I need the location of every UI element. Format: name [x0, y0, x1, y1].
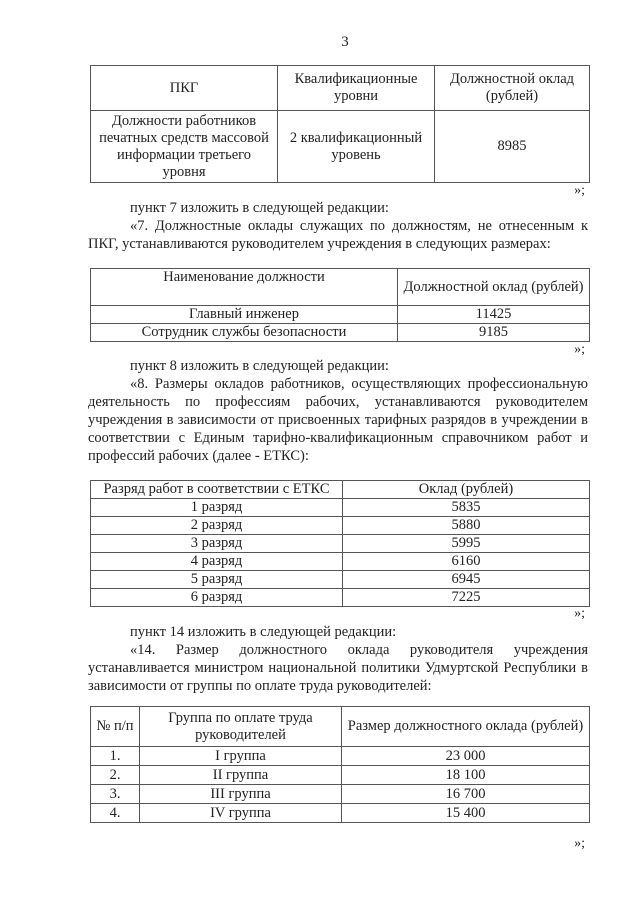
table-row	[91, 306, 590, 324]
table-row	[91, 499, 590, 517]
table-cell: 9185	[398, 324, 590, 342]
table-cell: I группа	[140, 747, 342, 766]
table-header: № п/п	[91, 707, 140, 747]
table-row	[91, 553, 590, 571]
table-cell: 5835	[343, 499, 590, 517]
table-header: Квалификационные уровни	[278, 66, 435, 111]
table-cell: 16 700	[342, 785, 590, 804]
table-row	[91, 324, 590, 342]
paragraph: «8. Размеры окладов работников, осуществляющих профессиональную деятельность по профессиям рабочих, устанавливаются руководителем учреждения в зависимости от присвоенных тарифных разрядов в учреждении в соответствии с Единым тарифно-квалификационным справочником работ и профессий рабочих (далее - ЕТКС):	[88, 376, 588, 464]
etks-salary-table	[90, 480, 590, 607]
table-cell: II группа	[140, 766, 342, 785]
table-cell: Главный инженер	[91, 306, 398, 324]
paragraph-intro: пункт 14 изложить в следующей редакции:	[130, 624, 397, 640]
paragraph: «14. Размер должностного оклада руководителя учреждения устанавливается министром национальной политики Удмуртской Республики в зависимости от группы по оплате труда руководителей:	[88, 642, 588, 694]
table-header: Должностной оклад (рублей)	[398, 269, 590, 306]
close-quote: »;	[574, 836, 585, 851]
table-cell: 2.	[91, 766, 140, 785]
table-cell: 3 разряд	[91, 535, 343, 553]
table-cell: 6 разряд	[91, 589, 343, 607]
table-cell: 7225	[343, 589, 590, 607]
table-row	[91, 571, 590, 589]
paragraph-intro: пункт 7 изложить в следующей редакции:	[130, 200, 389, 216]
table-cell: 18 100	[342, 766, 590, 785]
close-quote: »;	[574, 342, 585, 357]
table-cell: 23 000	[342, 747, 590, 766]
manager-salary-table	[90, 706, 590, 823]
table-row	[91, 517, 590, 535]
table-cell: 3.	[91, 785, 140, 804]
close-quote: »;	[574, 183, 585, 198]
table-header: Размер должностного оклада (рублей)	[342, 707, 590, 747]
table-row	[91, 804, 590, 823]
table-cell: 2 разряд	[91, 517, 343, 535]
table-row	[91, 766, 590, 785]
table-cell: 6945	[343, 571, 590, 589]
table-row	[91, 111, 590, 183]
table-cell: III группа	[140, 785, 342, 804]
table-header: Группа по оплате труда руководителей	[140, 707, 342, 747]
table-cell: 4.	[91, 804, 140, 823]
table-cell: 1 разряд	[91, 499, 343, 517]
table-header: Разряд работ в соответствии с ЕТКС	[91, 481, 343, 499]
page-number: 3	[341, 34, 349, 50]
table-cell: 11425	[398, 306, 590, 324]
table-header: Оклад (рублей)	[343, 481, 590, 499]
table-cell: 5995	[343, 535, 590, 553]
table-row	[91, 785, 590, 804]
positions-salary-table	[90, 268, 590, 342]
close-quote: »;	[574, 606, 585, 621]
pkg-salary-table	[90, 65, 590, 183]
table-cell: 5880	[343, 517, 590, 535]
table-cell: 4 разряд	[91, 553, 343, 571]
table-cell: 6160	[343, 553, 590, 571]
table-header: Должностной оклад (рублей)	[435, 66, 590, 111]
paragraph-intro: пункт 8 изложить в следующей редакции:	[130, 358, 389, 374]
table-row	[91, 747, 590, 766]
table-cell: Сотрудник службы безопасности	[91, 324, 398, 342]
table-cell: 5 разряд	[91, 571, 343, 589]
table-cell: 8985	[435, 111, 590, 183]
table-header: Наименование должности	[91, 269, 398, 306]
table-row	[91, 535, 590, 553]
paragraph: «7. Должностные оклады служащих по должностям, не отнесенным к ПКГ, устанавливаются руководителем учреждения в следующих размерах:	[88, 218, 588, 252]
table-header: ПКГ	[91, 66, 278, 111]
table-cell: 1.	[91, 747, 140, 766]
table-cell: Должности работников печатных средств массовой информации третьего уровня	[91, 111, 278, 183]
table-cell: 2 квалификационный уровень	[278, 111, 435, 183]
table-row	[91, 589, 590, 607]
table-cell: IV группа	[140, 804, 342, 823]
table-cell: 15 400	[342, 804, 590, 823]
